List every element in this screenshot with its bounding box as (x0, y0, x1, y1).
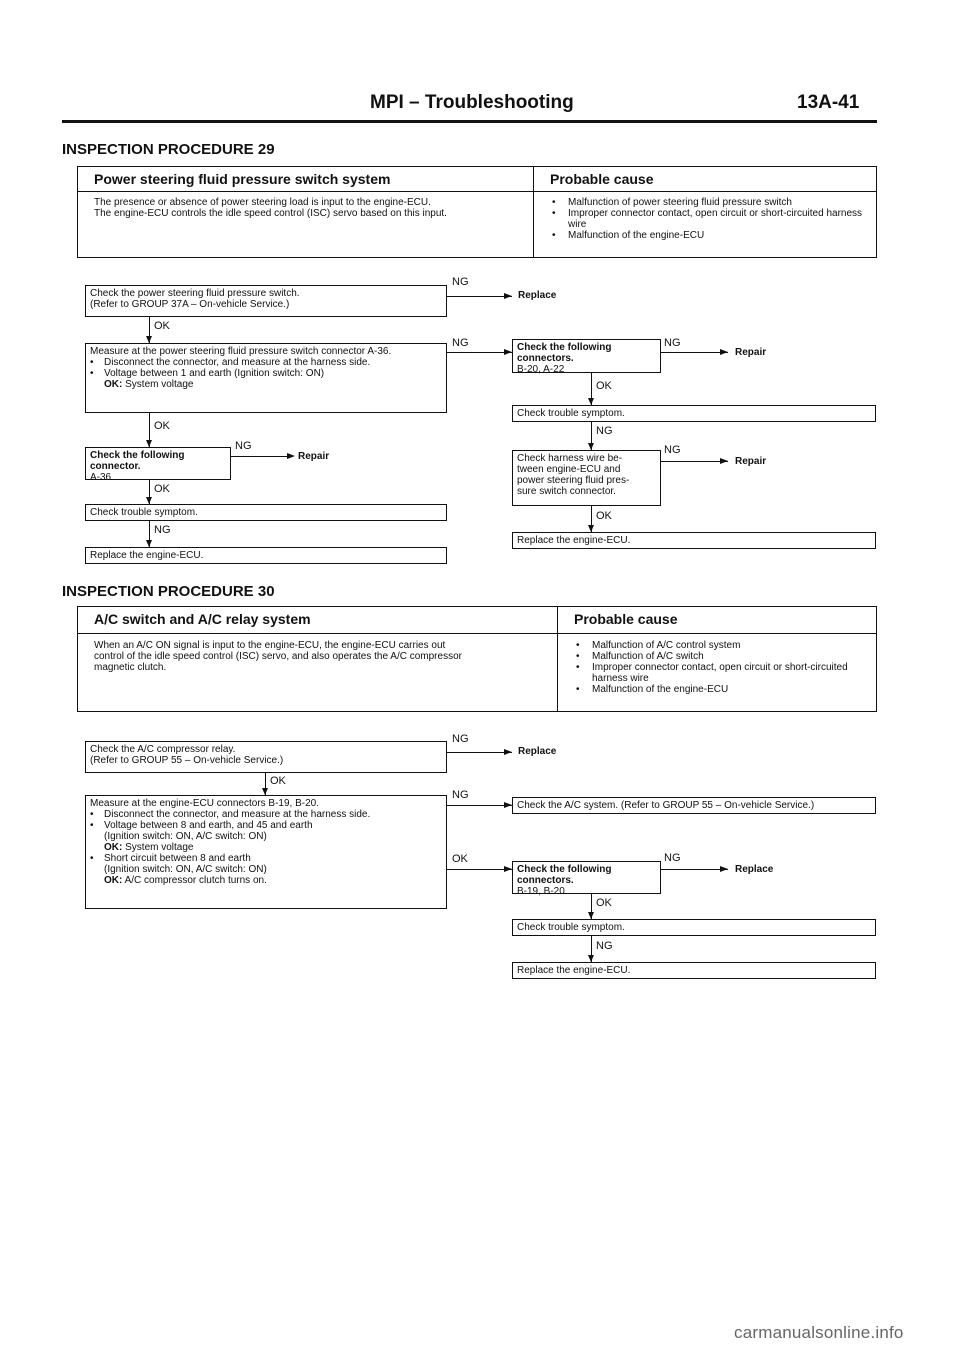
arrow-head (287, 453, 295, 459)
cause-item: • Malfunction of the engine-ECU (550, 230, 866, 241)
ng-label: NG (596, 425, 613, 437)
ok-label: OK (452, 853, 468, 865)
arrow-head (146, 497, 152, 504)
check-connector-ids: A-36 (90, 472, 112, 483)
cause-item: • Malfunction of power steering fluid pressure switch (550, 197, 866, 208)
measure-condition: (Ignition switch: ON, A/C switch: ON) (104, 831, 267, 842)
description-line: control of the idle speed control (ISC) servo, and also operates the A/C compressor (94, 651, 462, 662)
repair-action: Repair (298, 451, 330, 462)
measure-first-line: Measure at the engine-ECU connectors B-19, B-20. (90, 798, 320, 809)
arrow-head (720, 866, 728, 872)
flow-line (447, 752, 512, 753)
repair-action: Repair (735, 347, 767, 358)
check-connectors-box (512, 861, 661, 897)
description-line: The presence or absence of power steering load is input to the engine-ECU. (94, 197, 431, 208)
flow-line (661, 869, 728, 870)
check-switch-box (85, 285, 447, 317)
arrow-head (146, 336, 152, 343)
ok-criterion-value: System voltage (125, 842, 194, 853)
ok-criterion-label: OK: (104, 842, 123, 853)
repair-action: Repair (735, 456, 767, 467)
cause-item: • Malfunction of the engine-ECU (574, 684, 866, 695)
cause-item: • Malfunction of A/C control system (574, 640, 866, 651)
replace-action: Replace (518, 290, 557, 301)
probable-cause-list (564, 637, 876, 698)
check-ac-system-box (512, 797, 876, 814)
probable-cause-title: Probable cause (550, 171, 654, 187)
ng-label: NG (154, 524, 171, 536)
procedure-29-table (77, 166, 877, 258)
arrow-head (588, 525, 594, 532)
check-symptom-left-box (85, 504, 447, 521)
check-connector-label: Check the following connector. (90, 450, 185, 472)
flow-line (447, 352, 512, 353)
section-title: MPI – Troubleshooting (370, 92, 574, 113)
replace-ecu-left-box (85, 547, 447, 564)
header-rule (62, 120, 877, 123)
page-number: 13A-41 (797, 92, 860, 113)
harness-line: power steering fluid pres- (517, 475, 630, 486)
system-description (84, 194, 534, 222)
check-symptom-right-label: Check trouble symptom. (517, 408, 625, 419)
replace-ecu-box (512, 962, 876, 979)
ok-label: OK (154, 420, 170, 432)
probable-cause-title: Probable cause (574, 611, 678, 627)
check-symptom-left-label: Check trouble symptom. (90, 507, 198, 518)
arrow-head (504, 293, 512, 299)
arrow-head (588, 955, 594, 962)
arrow-head (146, 440, 152, 447)
harness-line: Check harness wire be- (517, 453, 623, 464)
measure-bullet: • Voltage between 8 and earth, and 45 and earth (90, 820, 442, 831)
flow-line (661, 461, 728, 462)
ok-criterion-value: A/C compressor clutch turns on. (124, 875, 267, 886)
arrow-head (504, 349, 512, 355)
system-title: A/C switch and A/C relay system (94, 611, 311, 627)
procedure-30-table (77, 606, 877, 712)
check-connector-left-box (85, 447, 231, 483)
cause-item: • Improper connector contact, open circuit or short-circuited harness wire (550, 208, 866, 230)
ng-label: NG (452, 337, 469, 349)
measure-bullet: • Disconnect the connector, and measure at the harness side. (90, 809, 442, 820)
ng-label: NG (664, 337, 681, 349)
arrow-head (504, 802, 512, 808)
check-relay-box (85, 741, 447, 773)
ok-label: OK (154, 320, 170, 332)
replace-ecu-right-label: Replace the engine-ECU. (517, 535, 631, 546)
arrow-head (588, 912, 594, 919)
cause-item: • Malfunction of A/C switch (574, 651, 866, 662)
check-ac-system-label: Check the A/C system. (Refer to GROUP 55 – On-vehicle Service.) (517, 800, 815, 811)
description-line: magnetic clutch. (94, 662, 167, 673)
measure-first-line: Measure at the power steering fluid pressure switch connector A-36. (90, 346, 392, 357)
arrow-head (720, 458, 728, 464)
replace-ecu-left-label: Replace the engine-ECU. (90, 550, 204, 561)
measure-connector-box (85, 343, 447, 413)
probable-cause-list (540, 194, 876, 244)
replace-ecu-label: Replace the engine-ECU. (517, 965, 631, 976)
system-title: Power steering fluid pressure switch system (94, 171, 391, 187)
procedure-30-heading: INSPECTION PROCEDURE 30 (62, 583, 275, 600)
arrow-head (146, 540, 152, 547)
check-symptom-label: Check trouble symptom. (517, 922, 625, 933)
measure-ecu-box (85, 795, 447, 909)
description-line: The engine-ECU controls the idle speed control (ISC) servo based on this input. (94, 208, 447, 219)
ng-label: NG (664, 852, 681, 864)
check-switch-line: (Refer to GROUP 37A – On-vehicle Service.) (90, 299, 290, 310)
ok-label: OK (270, 775, 286, 787)
arrow-head (504, 749, 512, 755)
flow-line (231, 456, 293, 457)
table-header-divider (78, 191, 876, 192)
check-symptom-box (512, 919, 876, 936)
ng-label: NG (664, 444, 681, 456)
ok-criterion-label: OK: (104, 875, 123, 886)
check-symptom-right-box (512, 405, 876, 422)
ok-criterion-value: System voltage (125, 379, 194, 390)
measure-bullet: • Voltage between 1 and earth (Ignition switch: ON) (90, 368, 442, 379)
ok-label: OK (596, 380, 612, 392)
ng-label: NG (596, 940, 613, 952)
watermark: carmanualsonline.info (734, 1323, 904, 1342)
replace-action: Replace (735, 864, 774, 875)
flow-line (447, 296, 512, 297)
flow-line (447, 805, 512, 806)
description-line: When an A/C ON signal is input to the engine-ECU, the engine-ECU carries out (94, 640, 446, 651)
ng-label: NG (452, 733, 469, 745)
system-description (84, 637, 558, 676)
cause-item: • Improper connector contact, open circuit or short-circuited harness wire (574, 662, 866, 684)
check-relay-line: Check the A/C compressor relay. (90, 744, 236, 755)
procedure-29-heading: INSPECTION PROCEDURE 29 (62, 141, 275, 158)
arrow-head (588, 398, 594, 405)
harness-line: tween engine-ECU and (517, 464, 621, 475)
ng-label: NG (452, 789, 469, 801)
harness-line: sure switch connector. (517, 486, 616, 497)
replace-ecu-right-box (512, 532, 876, 549)
ok-criterion-label: OK: (104, 379, 123, 390)
measure-condition: (Ignition switch: ON, A/C switch: ON) (104, 864, 267, 875)
replace-action: Replace (518, 746, 557, 757)
check-relay-line: (Refer to GROUP 55 – On-vehicle Service.) (90, 755, 284, 766)
check-connectors-label: Check the following connectors. (517, 864, 612, 886)
arrow-head (588, 443, 594, 450)
check-harness-box (512, 450, 661, 506)
check-switch-line: Check the power steering fluid pressure switch. (90, 288, 300, 299)
arrow-head (720, 349, 728, 355)
flow-line (447, 869, 512, 870)
flow-line (661, 352, 728, 353)
ok-label: OK (596, 897, 612, 909)
ng-label: NG (452, 276, 469, 288)
measure-bullet: • Disconnect the connector, and measure at the harness side. (90, 357, 442, 368)
check-connectors-right-box (512, 339, 661, 373)
ok-label: OK (154, 483, 170, 495)
check-connectors-ids: B-19, B-20 (517, 886, 565, 897)
check-connectors-right-ids: B-20, A-22 (517, 364, 565, 375)
arrow-head (262, 788, 268, 795)
arrow-head (504, 866, 512, 872)
measure-bullet: • Short circuit between 8 and earth (90, 853, 442, 864)
table-header-divider (78, 633, 876, 634)
ok-label: OK (596, 510, 612, 522)
ng-label: NG (235, 440, 252, 452)
check-connectors-right-label: Check the following connectors. (517, 342, 612, 364)
